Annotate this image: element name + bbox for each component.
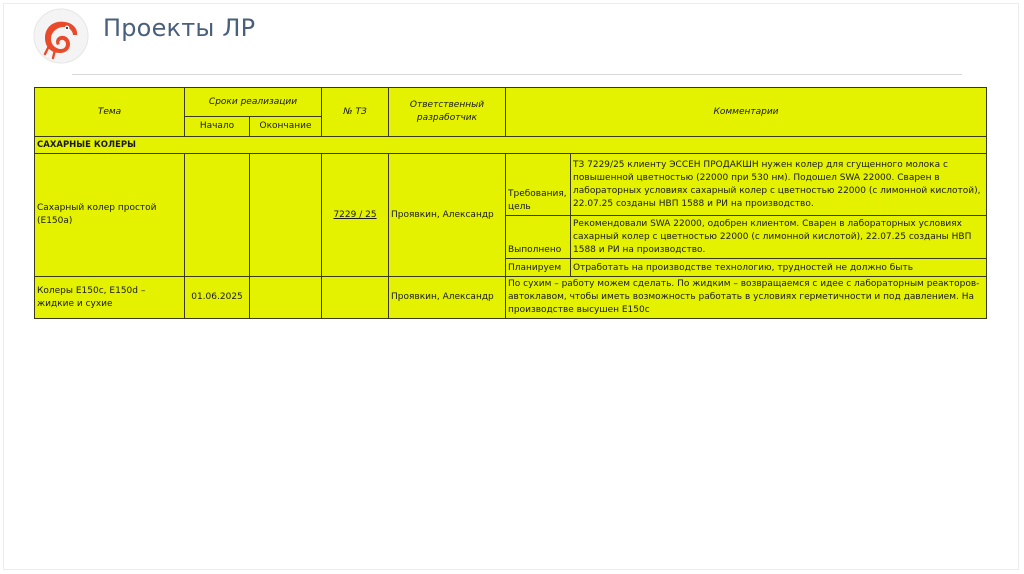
header-divider [72,74,962,75]
row-start [185,154,250,277]
header-tz-number: № ТЗ [322,88,389,137]
comment-text: Рекомендовали SWA 22000, одобрен клиентом. Сварен в лабораторных условиях сахарный колер с цветностью 22000 (с лимонной кислотой), 22.07.25 созданы НВП 1588 и РИ на производство. [571,216,987,259]
tz-link[interactable]: 7229 / 25 [333,209,377,220]
header-timing: Сроки реализации [185,88,322,117]
row-developer: Проявкин, Александр [389,277,506,319]
comment-text: По сухим – работу можем сделать. По жидким – возвращаемся с идее с лабораторным реакторов-автоклавом, чтобы иметь возможность работать в условиях герметичности и под давлением. На производстве высушен E150c [506,277,987,319]
comment-text: Отработать на производстве технологию, трудностей не должно быть [571,259,987,277]
header-end: Окончание [250,117,322,137]
row-start: 01.06.2025 [185,277,250,319]
header-developer: Ответственный разработчик [389,88,506,137]
header-topic: Тема [35,88,185,137]
comment-label: Требования, цель [506,154,571,216]
row-tz-number [322,277,389,319]
row-end [250,154,322,277]
comment-label: Выполнено [506,216,571,259]
row-topic: Колеры E150c, E150d – жидкие и сухие [35,277,185,319]
section-title: САХАРНЫЕ КОЛЕРЫ [35,137,987,154]
header-comments: Комментарии [506,88,987,137]
header-start: Начало [185,117,250,137]
row-topic: Сахарный колер простой (E150a) [35,154,185,277]
comment-text: ТЗ 7229/25 клиенту ЭССЕН ПРОДАКШН нужен колер для сгущенного молока с повышенной цветностью (22000 при 530 нм). Подошел SWA 22000. Сварен в лабораторных условиях сахарный колер с цветностью 22000 (с лимонной кислотой), 22.07.25 созданы НВП 1588 и РИ на производство. [571,154,987,216]
chameleon-logo-icon [33,8,89,64]
projects-table [34,87,987,319]
page-title: Проекты ЛР [103,14,256,42]
row-developer: Проявкин, Александр [389,154,506,277]
comment-label: Планируем [506,259,571,277]
row-end [250,277,322,319]
